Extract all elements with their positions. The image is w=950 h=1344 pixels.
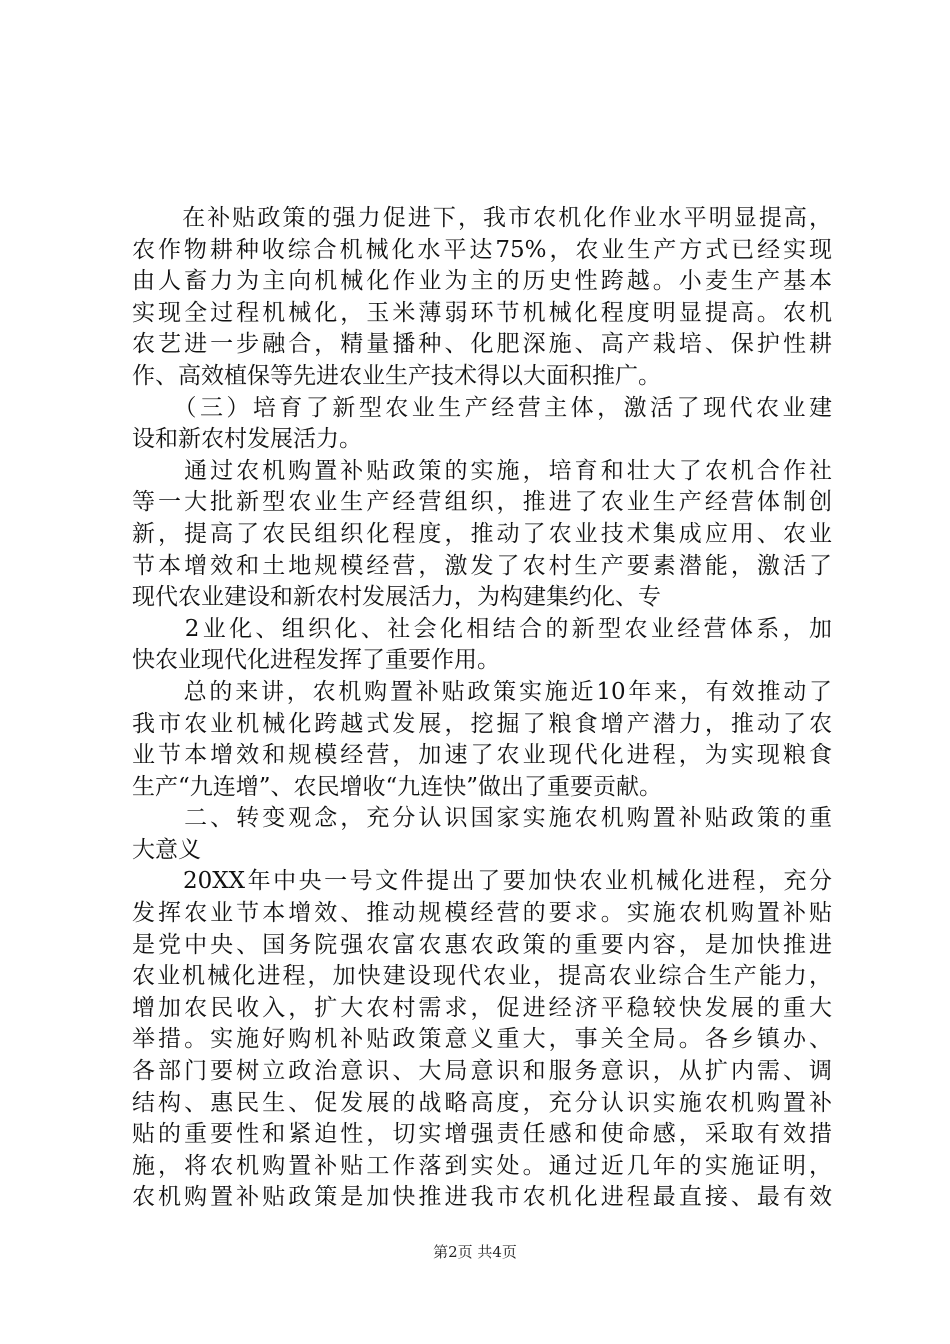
text-line: 农业机械化进程，加快建设现代农业，提高农业综合生产能力，: [132, 963, 832, 990]
text-line: 设和新农村发展活力。: [132, 426, 362, 453]
text-line: 是党中央、国务院强农富农惠农政策的重要内容，是加快推进: [132, 931, 832, 958]
text-line: 节本增效和土地规模经营，激发了农村生产要素潜能，激活了: [132, 552, 832, 579]
text-line: 现代农业建设和新农村发展活力，为构建集约化、专: [132, 584, 661, 611]
text-line: 快农业现代化进程发挥了重要作用。: [132, 647, 500, 674]
text-line: 贴的重要性和紧迫性，切实增强责任感和使命感，采取有效措: [132, 1121, 832, 1148]
text-line: 实现全过程机械化，玉米薄弱环节机械化程度明显提高。农机: [132, 299, 832, 326]
text-line: （三）培育了新型农业生产经营主体，激活了现代农业建: [132, 394, 832, 421]
text-line: 业节本增效和规模经营，加速了农业现代化进程，为实现粮食: [132, 742, 832, 769]
page-footer: [0, 1242, 950, 1262]
text-line: 通过农机购置补贴政策的实施，培育和壮大了农机合作社: [132, 457, 832, 484]
text-line: 发挥农业节本增效、推动规模经营的要求。实施农机购置补贴: [132, 900, 832, 927]
text-line: 农机购置补贴政策是加快推进我市农机化进程最直接、最有效: [132, 1184, 832, 1211]
text-line: 20XX年中央一号文件提出了要加快农业机械化进程，充分: [132, 868, 832, 895]
text-line: 农作物耕种收综合机械化水平达75%，农业生产方式已经实现: [132, 236, 832, 263]
text-line: 农艺进一步融合，精量播种、化肥深施、高产栽培、保护性耕: [132, 331, 832, 358]
document-body: [132, 203, 832, 1214]
text-line: 由人畜力为主向机械化作业为主的历史性跨越。小麦生产基本: [132, 268, 832, 295]
text-line: 在补贴政策的强力促进下，我市农机化作业水平明显提高，: [132, 205, 832, 231]
text-line: 举措。实施好购机补贴政策意义重大，事关全局。各乡镇办、: [132, 1026, 832, 1053]
text-line: 2业化、组织化、社会化相结合的新型农业经营体系，加: [132, 615, 832, 642]
text-line: 结构、惠民生、促发展的战略高度，充分认识实施农机购置补: [132, 1089, 832, 1116]
text-line: 新，提高了农民组织化程度，推动了农业技术集成应用、农业: [132, 520, 832, 547]
text-line: 等一大批新型农业生产经营组织，推进了农业生产经营体制创: [132, 489, 832, 516]
page-number: 第2页 共4页: [433, 1243, 517, 1261]
text-line: 作、高效植保等先进农业生产技术得以大面积推广。: [132, 362, 661, 389]
text-line: 施，将农机购置补贴工作落到实处。通过近几年的实施证明，: [132, 1152, 832, 1179]
text-line: 大意义: [132, 836, 201, 863]
text-line: 总的来讲，农机购置补贴政策实施近10年来，有效推动了: [132, 678, 832, 705]
text-line: 生产“九连增”、农民增收“九连快”做出了重要贡献。: [132, 773, 663, 800]
text-line: 我市农业机械化跨越式发展，挖掘了粮食增产潜力，推动了农: [132, 710, 832, 737]
text-line: 增加农民收入，扩大农村需求，促进经济平稳较快发展的重大: [132, 994, 832, 1021]
text-line: 各部门要树立政治意识、大局意识和服务意识，从扩内需、调: [132, 1058, 832, 1085]
text-line: 二、转变观念，充分认识国家实施农机购置补贴政策的重: [132, 805, 832, 832]
